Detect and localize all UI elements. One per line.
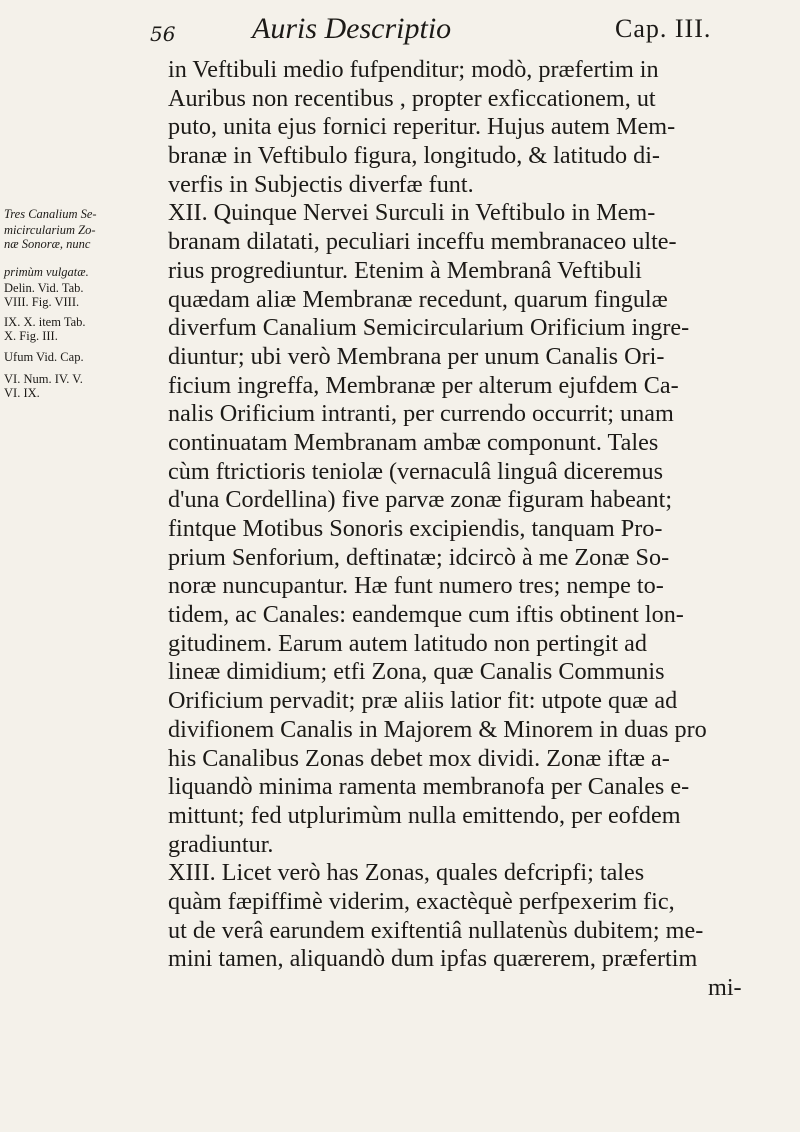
running-header — [0, 8, 800, 58]
margin-note: Delin. Vid. Tab. — [4, 281, 84, 295]
text-line: quàm fæpiffimè viderim, exactèquè perfpexerim fic, — [168, 887, 675, 915]
text-line: liquandò minima ramenta membranofa per Canales e- — [168, 773, 690, 801]
text-line: ut de verâ earundem exiftentiâ nullatenùs dubitem; me- — [168, 916, 704, 944]
text-line: lineæ dimidium; etfi Zona, quæ Canalis Communis — [168, 658, 665, 686]
text-line: diuntur; ubi verò Membrana per unum Canalis Ori- — [168, 342, 665, 370]
text-line: ficium ingreffa, Membranæ per alterum ejufdem Ca- — [168, 371, 679, 399]
text-line: his Canalibus Zonas debet mox dividi. Zonæ iftæ a- — [168, 744, 670, 772]
text-line: prium Senforium, deftinatæ; idcircò à me Zonæ So- — [168, 543, 670, 571]
text-line: Orificium pervadit; præ aliis latior fit: utpote quæ ad — [168, 687, 678, 715]
text-line: gitudinem. Earum autem latitudo non pertingit ad — [168, 629, 647, 657]
margin-note: Ufum Vid. Cap. — [4, 350, 84, 364]
margin-note: IX. X. item Tab. — [4, 315, 86, 329]
text-line: nalis Orificium intranti, per currendo occurrit; unam — [168, 400, 674, 428]
margin-note: Tres Canalium Se- — [4, 207, 97, 221]
text-line: tidem, ac Canales: eandemque cum iftis obtinent lon- — [168, 601, 684, 629]
text-line: verfis in Subjectis diverfæ funt. — [168, 170, 474, 198]
text-line: quædam aliæ Membranæ recedunt, quarum fingulæ — [168, 285, 668, 313]
chapter-label: Cap. III. — [615, 14, 712, 43]
text-line: cùm ftrictioris teniolæ (vernaculâ linguâ diceremus — [168, 457, 664, 485]
margin-note: X. Fig. III. — [4, 329, 58, 343]
text-line: in Veftibuli medio fufpenditur; modò, præfertim in — [168, 56, 659, 83]
margin-note: næ Sonoræ, nunc — [4, 237, 91, 251]
text-line: diverfum Canalium Semicircularium Orificium ingre- — [168, 314, 690, 342]
margin-note: primùm vulgatæ. — [4, 265, 89, 279]
text-line: puto, unita ejus fornici reperitur. Hujus autem Mem- — [168, 113, 676, 141]
text-line: fintque Motibus Sonoris excipiendis, tanquam Pro- — [168, 515, 663, 542]
catchword: mi- — [708, 974, 742, 1001]
margin-note: micircularium Zo- — [4, 223, 96, 237]
text-line: gradiuntur. — [168, 830, 274, 858]
margin-note: VI. Num. IV. V. — [4, 372, 83, 386]
text-line: divifionem Canalis in Majorem & Minorem in duas pro — [168, 715, 707, 743]
text-line: rius progrediuntur. Etenim à Membranâ Veftibuli — [168, 256, 642, 284]
text-line: XII. Quinque Nervei Surculi in Veftibulo in Mem- — [168, 199, 656, 227]
text-line: branam dilatati, peculiari inceffu membranaceo ulte- — [168, 228, 677, 256]
margin-note: VI. IX. — [4, 386, 40, 400]
text-line: d'una Cordellina) five parvæ zonæ figuram habeant; — [168, 486, 673, 514]
text-line: branæ in Veftibulo figura, longitudo, & latitudo di- — [168, 142, 660, 170]
text-line: mittunt; fed utplurimùm nulla emittendo, per eofdem — [168, 801, 681, 829]
margin-note: VIII. Fig. VIII. — [4, 295, 80, 309]
text-line: XIII. Licet verò has Zonas, quales defcripfi; tales — [168, 859, 645, 887]
page-number: 56 — [150, 22, 176, 46]
text-line: Auribus non recentibus , propter exficcationem, ut — [168, 84, 656, 112]
text-line: mini tamen, aliquandò dum ipfas quærerem, præfertim — [168, 945, 698, 973]
text-line: noræ nuncupantur. Hæ funt numero tres; nempe to- — [168, 572, 664, 600]
main-text — [168, 56, 798, 1003]
text-line: continuatam Membranam ambæ componunt. Tales — [168, 428, 659, 456]
running-title: Auris Descriptio — [252, 12, 452, 45]
